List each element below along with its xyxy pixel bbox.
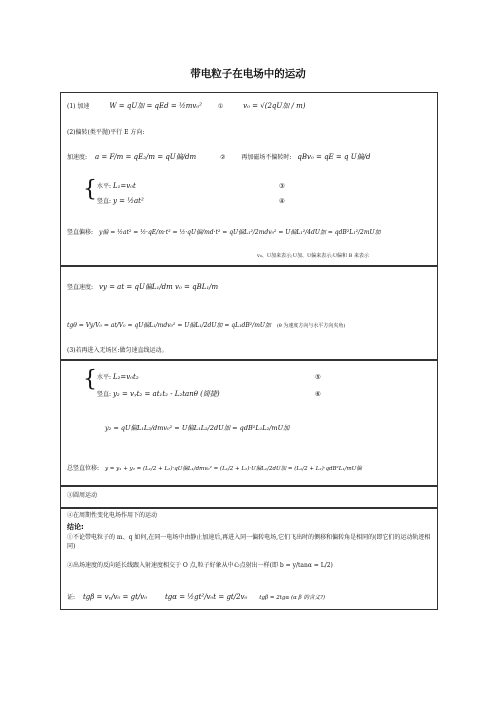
accel-note: 再加磁场不偏转时: <box>241 154 292 161</box>
accel-formula2: qBv₀ = qE = q U偏/d <box>297 153 371 161</box>
section-box-5 <box>60 508 438 610</box>
accel-label: 加速度: <box>67 154 88 161</box>
vel-formula: vy = at = qU偏L₁/dm v₀ = qBL₁/m <box>98 283 219 291</box>
section-box-4 <box>60 486 438 508</box>
h2-label: 水平: <box>97 374 112 381</box>
s4-label: ④在周期性变化电场作用下的运动 <box>67 512 158 519</box>
v2-formula: y₂ = vᵧt₂ = at₁t₂ - L₂tanθ (简捷) <box>112 390 220 398</box>
s3b-label: ③圆周运动 <box>67 492 98 499</box>
s1-formula: W = qU加 = qEd = ½mv₀² <box>109 102 202 110</box>
s1-label: (1) 加速 <box>67 103 90 110</box>
conclusion-label: 结论: <box>67 523 84 531</box>
brace: { <box>83 177 97 202</box>
vel-label: 竖直速度: <box>67 284 94 291</box>
v2-num: ⑥ <box>315 390 321 398</box>
h2-num: ⑤ <box>315 373 321 381</box>
proof-label: 证: <box>67 594 76 601</box>
section-box-1 <box>60 92 438 266</box>
brace-2: { <box>83 367 97 392</box>
proof-f2: tgα = ½gt²/v₀t = gt/2v₀ <box>164 593 248 601</box>
v2-label: 竖直: <box>97 391 112 398</box>
proof-f3: tgβ = 2tgα (α β 的含义?) <box>259 595 326 601</box>
horiz-label: 水平: <box>97 183 112 190</box>
accel-num: ② <box>220 154 226 161</box>
s2-label: (2)偏转(类平抛)平行 E 方向: <box>67 129 145 136</box>
horiz-formula: L₁=v₀t <box>112 182 136 190</box>
vert-num: ④ <box>279 197 285 205</box>
disp-label: 竖直偏移: <box>67 229 94 236</box>
disp-note: v₀、U加来表示;U加、U偏来表示;U偏和 B 来表示 <box>257 253 369 259</box>
tan-formula: tgθ = Vy/V₀ = at/V₀ = qU偏L₁/mdv₀² = U偏L₁/2dU加 = qL₁dB²/mU加 <box>67 322 271 329</box>
s1-v0: v₀ = √(2qU加 / m) <box>243 102 306 110</box>
y2-formula: y₂ = qU偏L₁L₂/dmv₀² = U偏L₁L₂/2dU加 = qdB²L₁L₂/mU加 <box>105 424 290 432</box>
s1-num: ① <box>217 103 224 110</box>
conclusion-1: ①不论带电粒子的 m、q 如何,在同一电场中由静止加速后,再进入同一偏转电场,它们飞出时的侧移和偏转角是相同的(即它们的运动轨迹相同) <box>67 534 431 550</box>
horiz-num: ③ <box>279 182 285 190</box>
page-title: 带电粒子在电场中的运动 <box>190 68 306 80</box>
disp-formula: y偏 = ½at² = ½·qE/m·t² = ½·qU偏/md·t² = qU偏L₁²/2mdv₀² = U偏L₁²/4dU加 = qdB²L₁²/2mU加 <box>98 229 381 236</box>
total-formula: y = y₁ + y₂ = (L₁/2 + L₂)·qU偏L₁/dmv₀² = (L₁/2 + L₂)·U偏L₁/2dU加 = (L₁/2 + L₂)·qdB²L₁/mU偏 <box>104 466 362 472</box>
s3-label: (3)若再进入无场区:做匀速直线运动。 <box>67 347 168 354</box>
h2-formula: L₂=v₀t₂ <box>112 373 139 381</box>
proof-f1: tgβ = vᵧ/v₀ = gt/v₀ <box>82 593 148 601</box>
tan-note: (θ 为速度方向与水平方向夹角) <box>276 323 346 329</box>
vert-formula: y = ½at² <box>112 197 144 205</box>
accel-formula: a = F/m = qE₂/m = qU偏/dm <box>94 153 197 161</box>
conclusion-2: ②出场速度的反向延长线跟入射速度相交于 O 点,粒子好象从中心点射出一样(即 b = y/tanα = L/2) <box>67 562 333 569</box>
vert-label: 竖直: <box>97 198 112 205</box>
total-label: 总竖直位移: <box>67 465 100 472</box>
section-box-2 <box>60 266 438 360</box>
section-box-3 <box>60 360 438 486</box>
